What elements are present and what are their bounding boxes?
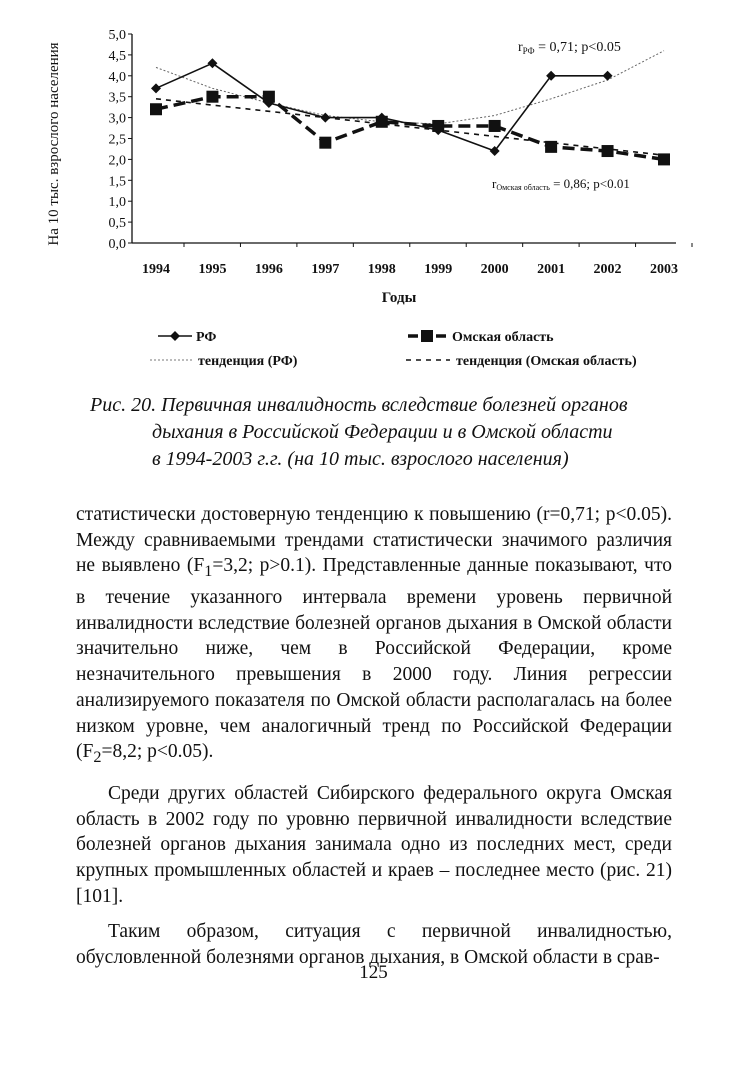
legend-label-trend-rf: тенденция (РФ) [198, 354, 298, 369]
point-omsk [376, 116, 388, 128]
series-line-1 [156, 97, 664, 160]
caption-line-2: дыхания в Российской Федерации и в Омской области [152, 421, 613, 443]
legend-item-rf [158, 330, 216, 345]
y-tick-label: 0,5 [108, 216, 126, 232]
series-line-3 [156, 99, 664, 155]
x-tick-label: 2002 [593, 262, 622, 277]
y-axis-label: На 10 тыс. взрослого населения [46, 42, 62, 246]
point-rf [603, 71, 613, 81]
point-omsk [150, 103, 162, 115]
x-tick-label: 2000 [480, 262, 509, 277]
x-tick-label: 2001 [537, 262, 566, 277]
y-tick-label: 4,0 [108, 69, 126, 85]
y-tick-labels [109, 28, 127, 252]
point-rf [320, 113, 330, 123]
point-omsk [658, 153, 670, 165]
y-tick-label: 5,0 [108, 28, 126, 43]
point-omsk [319, 137, 331, 149]
y-tick-label: 4,5 [108, 48, 126, 64]
caption-line-3: в 1994-2003 г.г. (на 10 тыс. взрослого населения) [152, 448, 569, 470]
page-number: 125 [359, 962, 388, 983]
y-tick-label: 3,0 [108, 111, 126, 127]
series-line-0 [156, 63, 608, 151]
body-text [76, 502, 672, 971]
paragraph-1: статистически достоверную тенденцию к повышению (r=0,71; p<0.05). Между сравниваемыми трендами статистически значимого различия не выявлено ($F_1=3,2$; p>0.1). Представленные данные показывают, что в течение указанного интервала времени уровень первичной инвалидности вследствие болезней органов дыхания в Омской области значительно ниже, чем в Российской Федерации, кроме незначительного превышения в 2000 году. Линия регрессии анализируемого показателя по Омской области располагалась на более низком уровне, чем аналогичный тренд по Российской Федерации ($F_2=8,2$; p<0.05). [76, 504, 672, 767]
y-tick-label: 3,5 [108, 90, 126, 106]
series-layer [150, 51, 670, 166]
x-tick-label: 1994 [142, 262, 170, 277]
point-omsk [432, 120, 444, 132]
x-tick-label: 1998 [367, 262, 396, 277]
x-axis-label: Годы [381, 290, 417, 306]
annotation-omsk: rОмская область = 0,86; p<0.01 [492, 176, 630, 192]
paragraph-2: Среди других областей Сибирского федерального округа Омская область в 2002 году по уровню первичной инвалидности вследствие болезней органов дыхания занимала одно из последних мест, среди крупных промышленных областей и краев – последнее место (рис. 21) [101]. [76, 782, 672, 907]
annotation-omsk-sub: Омская область [496, 183, 550, 192]
x-tick-label: 1995 [198, 262, 227, 277]
paragraph-3: Таким образом, ситуация с первичной инвалидностью, обусловленной болезнями органов дыхания, в Омской области в срав- [76, 921, 672, 969]
point-omsk [206, 91, 218, 103]
annotation-rf: $r_{РФ} = 0,71$; p<0.05 [518, 40, 621, 56]
legend-item-trend-omsk [406, 354, 637, 369]
x-tick-label: 2003 [650, 262, 678, 277]
point-omsk [602, 145, 614, 157]
legend-item-trend-rf [150, 354, 298, 369]
point-omsk [263, 91, 275, 103]
x-tick-label: 1996 [254, 262, 283, 277]
legend-item-omsk [408, 330, 554, 345]
point-omsk [489, 120, 501, 132]
legend-label-omsk: Омская область [452, 330, 554, 345]
y-tick-label: 1,0 [108, 195, 126, 211]
x-tick-labels [142, 262, 678, 277]
legend-label-rf: РФ [196, 330, 217, 345]
y-tick-label: 2,0 [108, 153, 126, 169]
x-tick-label: 1999 [424, 262, 453, 277]
point-omsk [545, 141, 557, 153]
caption-line-1: Рис. 20. Первичная инвалидность вследствие болезней органов [90, 394, 628, 416]
y-axis-label-group [46, 42, 62, 245]
series-line-2 [156, 51, 664, 124]
legend-label-trend-omsk: тенденция (Омская область) [456, 354, 637, 369]
y-tick-label: 0,0 [108, 237, 126, 252]
annotation-rf-sub: РФ [522, 46, 535, 56]
y-tick-label: 2,5 [108, 132, 126, 148]
line-chart [40, 14, 720, 378]
x-tick-label: 1997 [311, 262, 340, 277]
point-rf [151, 83, 161, 93]
y-tick-label: 1,5 [108, 174, 126, 190]
figure-caption [90, 392, 690, 473]
legend [150, 330, 637, 369]
